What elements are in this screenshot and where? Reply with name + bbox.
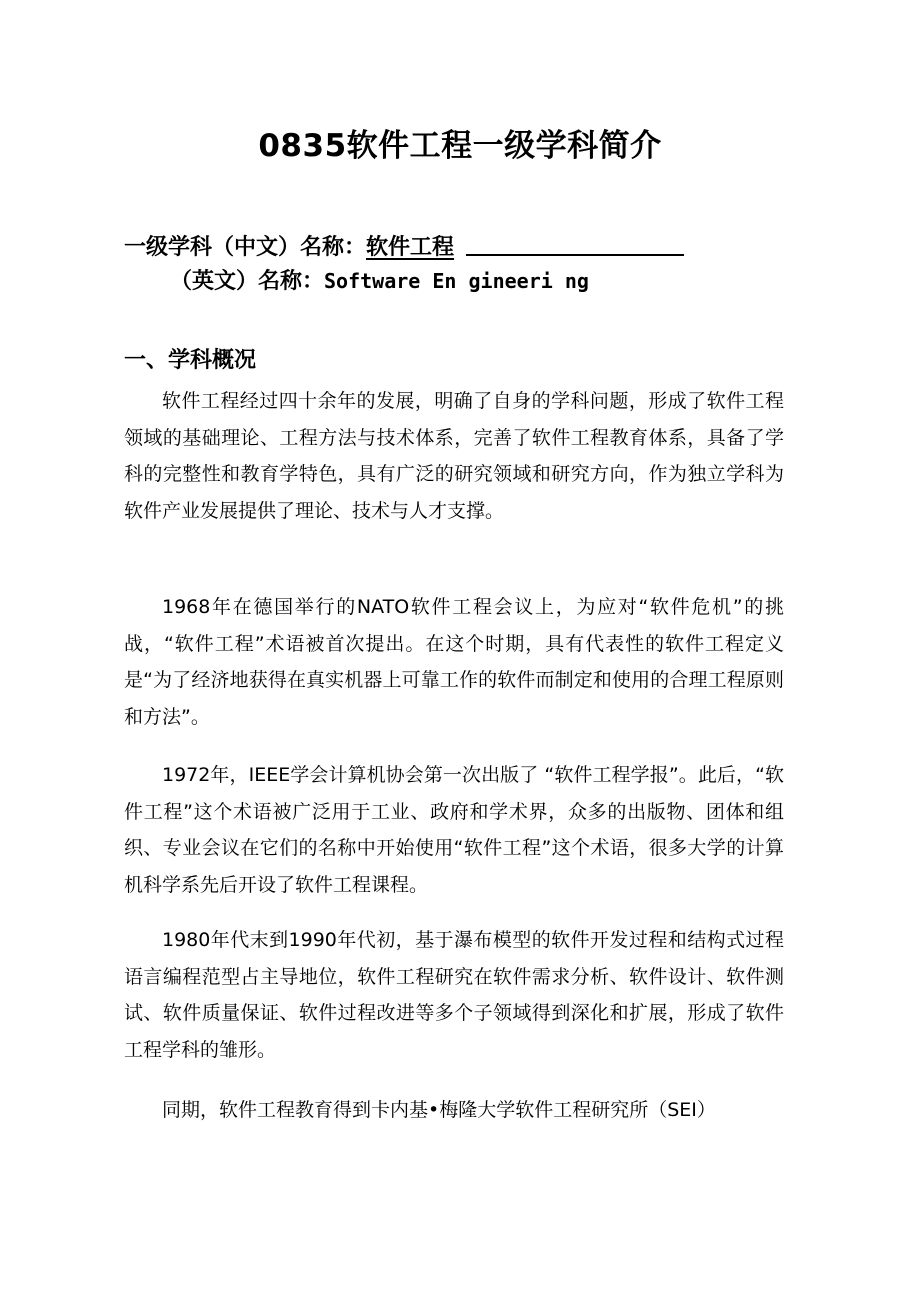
english-name-label: （英文）名称：: [170, 269, 325, 294]
discipline-name-chinese: [124, 230, 684, 264]
paragraph-1980s: 1980年代末到1990年代初，基于瀑布模型的软件开发过程和结构式过程语言编程范型占主导地位，软件工程研究在软件需求分析、软件设计、软件测试、软件质量保证、软件过程改进等多个子领域得到深化和扩展，形成了软件工程学科的雏形。: [124, 929, 784, 1061]
discipline-name-english: [170, 265, 589, 298]
blank-underline: [466, 230, 684, 256]
section-heading-overview: 一、学科概况: [124, 348, 257, 373]
document-title: 0835软件工程一级学科简介: [258, 128, 662, 164]
paragraph-development: 软件工程经过四十余年的发展，明确了自身的学科问题，形成了软件工程领域的基础理论、工程方法与技术体系，完善了软件工程教育体系，具备了学科的完整性和教育学特色，具有广泛的研究领域和研究方向，作为独立学科为软件产业发展提供了理论、技术与人才支撑。: [124, 390, 784, 522]
paragraph-1968-origin: 1968年在德国举行的NATO软件工程会议上，为应对“软件危机”的挑战，“软件工程”术语被首次提出。在这个时期，具有代表性的软件工程定义是“为了经济地获得在真实机器上可靠工作的软件而制定和使用的合理工程原则和方法”。: [124, 596, 784, 728]
english-name-value: Software En gineeri ng: [324, 269, 589, 293]
paragraph-sei: 同期，软件工程教育得到卡内基•梅隆大学软件工程研究所（SEI）: [162, 1099, 716, 1121]
chinese-name-label: 一级学科（中文）名称：: [124, 235, 367, 260]
paragraph-1972-ieee: 1972年，IEEE学会计算机协会第一次出版了 “软件工程学报”。此后，“软件工程”这个术语被广泛用于工业、政府和学术界，众多的出版物、团体和组织、专业会议在它们的名称中开始使用“软件工程”这个术语，很多大学的计算机科学系先后开设了软件工程课程。: [124, 764, 784, 896]
chinese-name-value: 软件工程: [366, 235, 455, 260]
